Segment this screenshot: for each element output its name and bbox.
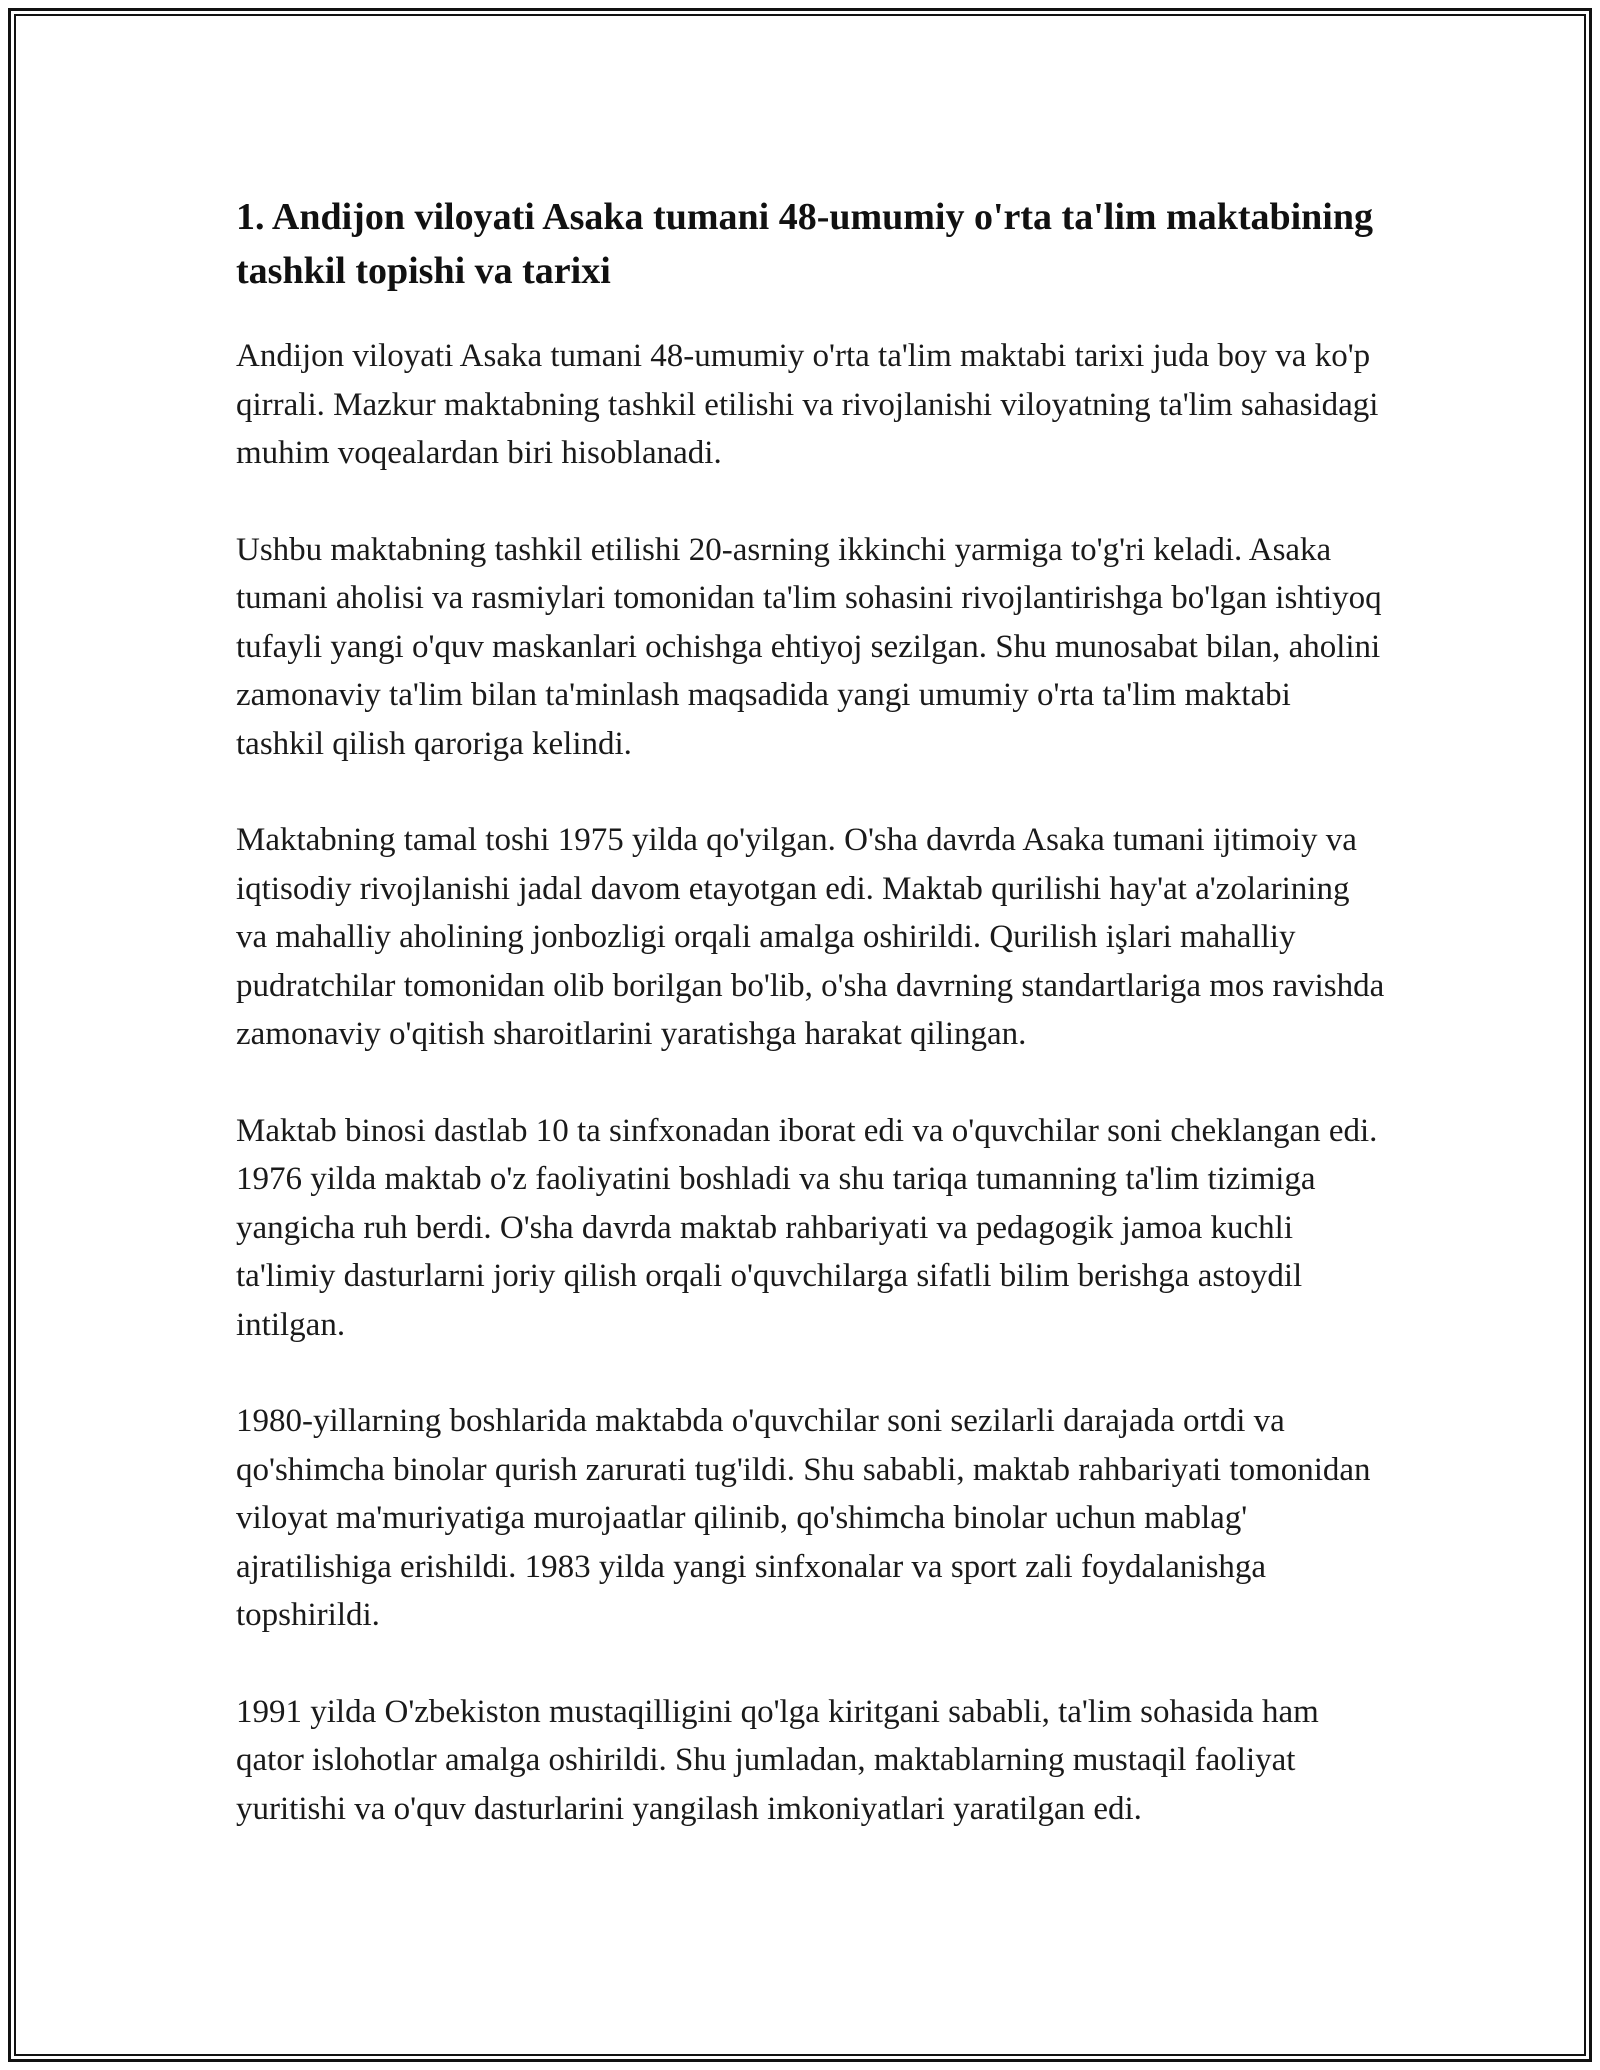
paragraph-1: Andijon viloyati Asaka tumani 48-umumiy o'rta ta'lim maktabi tarixi juda boy va ko'p qirrali. Mazkur maktabning tashkil etilishi va rivojlanishi viloyatning ta'lim sahasidagi muhim voqealardan biri hisoblanadi. [236,338,1379,471]
paragraph-6: 1991 yilda O'zbekiston mustaqilligini qo'lga kiritgani sababli, ta'lim sohasida ham qator islohotlar amalga oshirildi. Shu jumladan, maktablarning mustaqil faoliyat yuritishi va o'quv dasturlarini yangilash imkoniyatlari yaratilgan edi. [236,1693,1319,1827]
paragraph-5: 1980-yillarning boshlarida maktabda o'quvchilar soni sezilarli darajada ortdi va qo'shimcha binolar qurish zarurati tug'ildi. Shu sababli, maktab rahbariyati tomonidan viloyat ma'muriyatiga murojaatlar qilinib, qo'shimcha binolar uchun mablag' ajratilishiga erishildi. 1983 yilda yangi sinfxonalar va sport zali foydalanishga topshirildi. [236,1403,1371,1633]
paragraph-3: Maktabning tamal toshi 1975 yilda qo'yilgan. O'sha davrda Asaka tumani ijtimoiy va iqtisodiy rivojlanishi jadal davom etayotgan edi. Maktab qurilishi hay'at a'zolarining va mahalliy aholining jonbozligi orqali amalga oshirildi. Qurilish işlari mahalliy pudratchilar tomonidan olib borilgan bo'lib, o'sha davrning standartlariga mos ravishda zamonaviy o'qitish sharoitlarini yaratishga harakat qilingan. [236,822,1385,1052]
paragraph-2: Ushbu maktabning tashkil etilishi 20-asrning ikkinchi yarmiga to'g'ri keladi. Asaka tumani aholisi va rasmiylari tomonidan ta'lim sohasini rivojlantirishga bo'lgan ishtiyoq tufayli yangi o'quv maskanlari ochishga ehtiyoj sezilgan. Shu munosabat bilan, aholini zamonaviy ta'lim bilan ta'minlash maqsadida yangi umumiy o'rta ta'lim maktabi tashkil qilish qaroriga kelindi. [236,531,1382,762]
section-heading: 1. Andijon viloyati Asaka tumani 48-umumiy o'rta ta'lim maktabining tashkil topishi va tarixi [236,196,1373,292]
paragraph-4: Maktab binosi dastlab 10 ta sinfxonadan iborat edi va o'quvchilar soni cheklangan edi. 1976 yilda maktab o'z faoliyatini boshladi va shu tariqa tumanning ta'lim tizimiga yangicha ruh berdi. O'sha davrda maktab rahbariyati va pedagogik jamoa kuchli ta'limiy dasturlarni joriy qilish orqali o'quvchilarga sifatli bilim berishga astoydil intilgan. [236,1112,1378,1343]
document-body [236,190,1386,1833]
